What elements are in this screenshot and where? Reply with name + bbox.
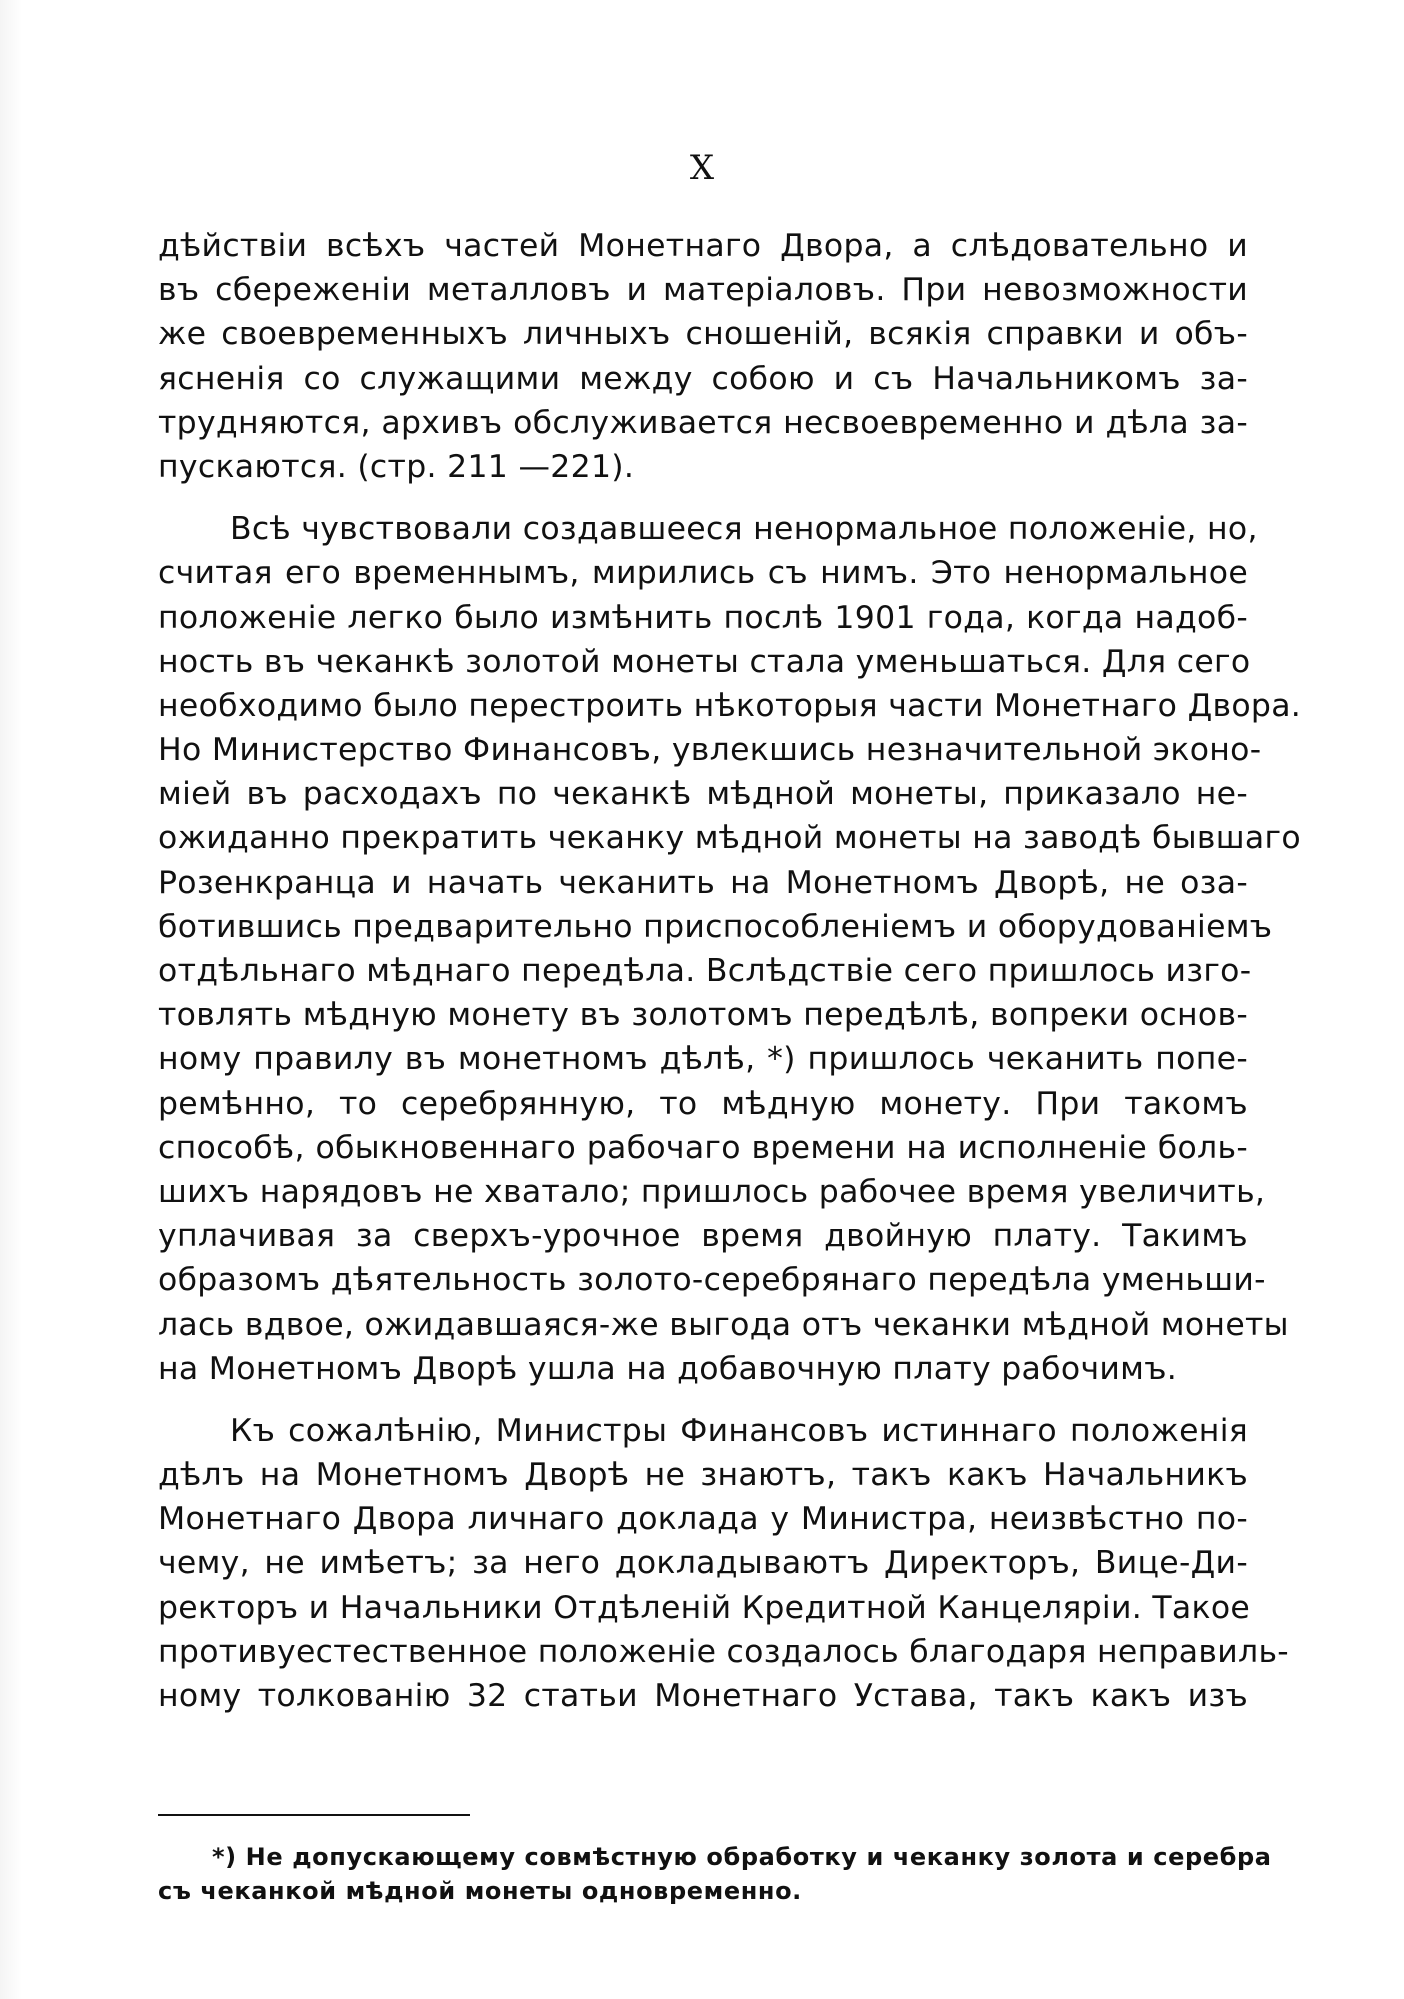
paragraph-gap bbox=[158, 1391, 1248, 1409]
footnote-divider bbox=[158, 1814, 470, 1816]
page-edge-shadow bbox=[0, 0, 22, 1999]
text-line: въ сбереженіи металловъ и матеріаловъ. При невозможности bbox=[158, 272, 1248, 309]
text-line: чему, не имѣетъ; за него докладываютъ Директоръ, Вице-Ди- bbox=[158, 1545, 1248, 1582]
text-line: Но Министерство Финансовъ, увлекшись незначительной эконо- bbox=[158, 732, 1262, 769]
footnote bbox=[158, 1840, 1272, 1908]
text-line: лась вдвое, ожидавшаяся-же выгода отъ чеканки мѣдной монеты bbox=[158, 1306, 1289, 1343]
text-line: Розенкранца и начать чеканить на Монетномъ Дворѣ, не оза- bbox=[158, 864, 1248, 901]
text-line: положеніе легко было измѣнить послѣ 1901 года, когда надоб- bbox=[158, 599, 1248, 636]
paragraph bbox=[158, 1409, 1289, 1718]
paragraph bbox=[158, 224, 1248, 489]
text-line: необходимо было перестроить нѣкоторыя части Монетнаго Двора. bbox=[158, 687, 1302, 724]
paragraph-gap bbox=[158, 489, 1248, 507]
text-line: трудняются, архивъ обслуживается несвоевременно и дѣла за- bbox=[158, 404, 1248, 441]
text-line: дѣйствіи всѣхъ частей Монетнаго Двора, а слѣдовательно и bbox=[158, 228, 1248, 264]
text-line: противуестественное положеніе создалось благодаря неправиль- bbox=[158, 1633, 1289, 1670]
text-line: Всѣ чувствовали создавшееся ненормальное положеніе, но, bbox=[230, 511, 1258, 548]
text-line: товлять мѣдную монету въ золотомъ передѣлѣ, вопреки основ- bbox=[158, 997, 1248, 1034]
text-line: ность въ чеканкѣ золотой монеты стала уменьшаться. Для сего bbox=[158, 643, 1251, 680]
text-line: же своевременныхъ личныхъ сношеній, всякія справки и объ- bbox=[158, 316, 1248, 353]
text-line: ожиданно прекратить чеканку мѣдной монеты на заводѣ бывшаго bbox=[158, 820, 1301, 857]
text-line: образомъ дѣятельность золото-серебрянаго передѣла уменьши- bbox=[158, 1262, 1266, 1299]
text-line: на Монетномъ Дворѣ ушла на добавочную плату рабочимъ. bbox=[158, 1350, 1178, 1387]
text-line: шихъ нарядовъ не хватало; пришлось рабочее время увеличить, bbox=[158, 1173, 1266, 1210]
text-line: ремѣнно, то серебрянную, то мѣдную монету. При такомъ bbox=[158, 1085, 1248, 1122]
text-line: пускаются. (стр. 211 —221). bbox=[158, 448, 635, 485]
footnote-line: *) Не допускающему совмѣстную обработку и чеканку золота и серебра bbox=[212, 1843, 1272, 1871]
text-line: міей въ расходахъ по чеканкѣ мѣдной монеты, приказало не- bbox=[158, 776, 1248, 813]
body-text bbox=[158, 224, 1302, 1718]
paragraph bbox=[158, 507, 1302, 1391]
text-line: дѣлъ на Монетномъ Дворѣ не знаютъ, такъ какъ Начальникъ bbox=[158, 1457, 1248, 1494]
footnote-line: съ чеканкой мѣдной монеты одновременно. bbox=[158, 1877, 802, 1905]
text-line: Къ сожалѣнію, Министры Финансовъ истиннаго положенія bbox=[230, 1412, 1248, 1449]
text-line: ясненія со служащими между собою и съ Начальникомъ за- bbox=[158, 360, 1248, 397]
page-number: X bbox=[689, 148, 715, 188]
text-line: Монетнаго Двора личнаго доклада у Министра, неизвѣстно по- bbox=[158, 1501, 1248, 1538]
text-line: считая его временнымъ, мирились съ нимъ. Это ненормальное bbox=[158, 555, 1248, 592]
text-line: ботившись предварительно приспособленіемъ и оборудованіемъ bbox=[158, 908, 1273, 945]
text-line: ректоръ и Начальники Отдѣленій Кредитной Канцеляріи. Такое bbox=[158, 1589, 1251, 1626]
text-line: уплачивая за сверхъ-урочное время двойную плату. Такимъ bbox=[158, 1218, 1248, 1255]
text-line: отдѣльнаго мѣднаго передѣла. Вслѣдствіе сего пришлось изго- bbox=[158, 953, 1252, 989]
text-line: способѣ, обыкновеннаго рабочаго времени на исполненіе боль- bbox=[158, 1129, 1248, 1166]
text-line: ному толкованію 32 статьи Монетнаго Устава, такъ какъ изъ bbox=[158, 1678, 1248, 1714]
text-line: ному правилу въ монетномъ дѣлѣ, *) пришлось чеканить попе- bbox=[158, 1041, 1248, 1078]
